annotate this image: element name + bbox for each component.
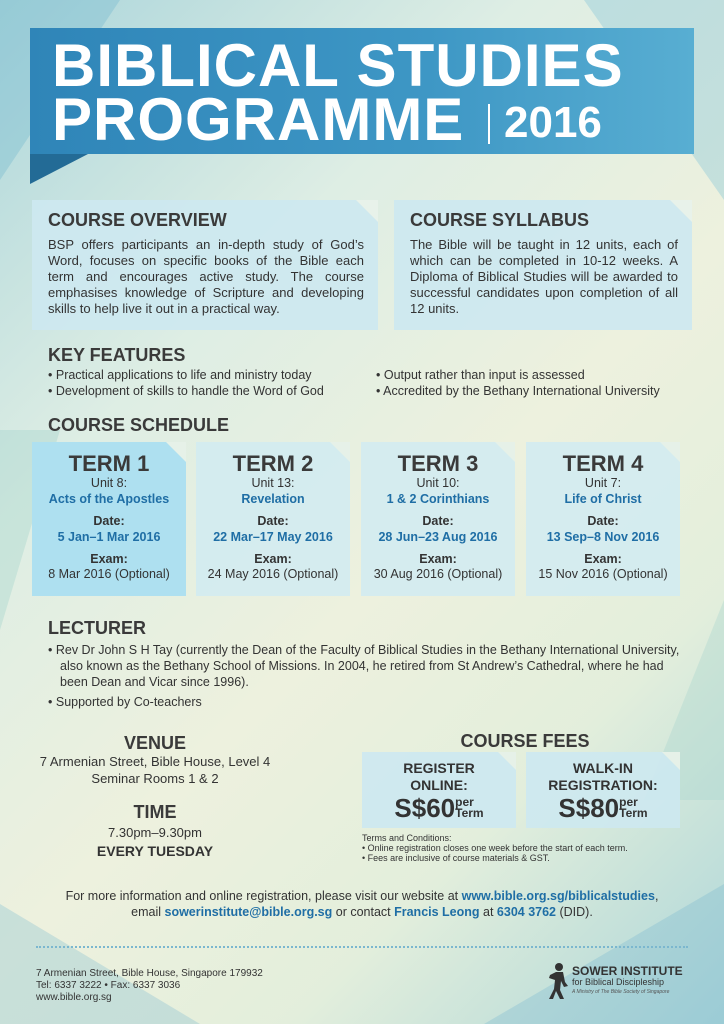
terms-item: • Fees are inclusive of course materials & GST.: [362, 853, 550, 863]
term-exam-label: Exam:: [419, 552, 457, 566]
contact-phone: 6304 3762: [496, 905, 557, 919]
course-overview-box: [32, 200, 378, 330]
fee-walkin-label-2: REGISTRATION:: [548, 777, 658, 793]
key-features-right-list: [376, 367, 660, 399]
term-card-1: [32, 442, 186, 596]
term-date-label: Date:: [587, 514, 619, 528]
logo-name: SOWER INSTITUTE: [572, 964, 683, 978]
website-link[interactable]: www.bible.org.sg/biblicalstudies: [461, 889, 655, 903]
email-link[interactable]: sowerinstitute@bible.org.sg: [164, 905, 333, 919]
term-exam: 24 May 2016 (Optional): [207, 567, 339, 581]
sower-institute-logo: [546, 962, 696, 1002]
term-exam: 30 Aug 2016 (Optional): [373, 567, 503, 581]
corner-fold: [330, 442, 350, 462]
term-unit: Unit 7:: [584, 476, 622, 490]
corner-fold: [670, 200, 692, 222]
fee-online-box: [362, 752, 516, 828]
title-divider: [488, 104, 490, 144]
course-fees-title: COURSE FEES: [460, 731, 590, 751]
contact-name: Francis Leong: [394, 905, 480, 919]
course-overview-body: BSP offers participants an in-depth study of God’s Word, focuses on specific books of the Bible each term and encourages active study. The course emphasises knowledge of Scripture and developing skills to help live it out in a practical way.: [48, 237, 364, 316]
course-syllabus-body: The Bible will be taught in 12 units, each of which can be completed in 10-12 weeks. A Diploma of Biblical Studies will be awarded to successful candidates upon completion of all 12 units.: [410, 237, 678, 316]
list-item: • Development of skills to handle the Word of God: [48, 383, 324, 399]
corner-fold: [662, 752, 680, 770]
term-title: TERM 3: [397, 451, 479, 476]
course-syllabus-title: COURSE SYLLABUS: [410, 210, 590, 230]
term-unit: Unit 10:: [416, 476, 460, 490]
contact-info: [20, 888, 704, 920]
logo-subtitle: for Biblical Discipleship: [572, 977, 665, 987]
term-title: TERM 2: [232, 451, 314, 476]
term-exam-label: Exam:: [584, 552, 622, 566]
term-date: 28 Jun–23 Aug 2016: [378, 530, 498, 544]
info-line-1: For more information and online registration, please visit our website at www.bible.org.sg/biblicalstudies,: [65, 889, 659, 903]
lecturer-list: [48, 642, 688, 714]
term-date: 22 Mar–17 May 2016: [213, 530, 333, 544]
corner-fold: [356, 200, 378, 222]
time-day: EVERY TUESDAY: [96, 843, 214, 859]
footer: [36, 968, 263, 1004]
term-title: TERM 1: [68, 451, 150, 476]
term-card-2: [196, 442, 350, 596]
time-title: TIME: [133, 802, 177, 822]
logo-tagline: A Ministry of The Bible Society of Singapore: [572, 989, 670, 995]
venue-address: 7 Armenian Street, Bible House, Level 4: [39, 754, 271, 769]
course-syllabus-box: [394, 200, 692, 330]
term-book: Revelation: [241, 492, 305, 506]
corner-fold: [660, 442, 680, 462]
term-date: 5 Jan–1 Mar 2016: [57, 530, 161, 544]
title-line-2: PROGRAMME: [52, 86, 465, 153]
corner-fold: [495, 442, 515, 462]
term-date: 13 Sep–8 Nov 2016: [546, 530, 660, 544]
term-unit: Unit 8:: [90, 476, 128, 490]
term-exam-label: Exam:: [90, 552, 128, 566]
corner-fold: [166, 442, 186, 462]
fee-walkin-price: S$80: [558, 793, 620, 823]
venue-rooms: Seminar Rooms 1 & 2: [91, 771, 219, 786]
term-title: TERM 4: [562, 451, 644, 476]
term-date-label: Date:: [422, 514, 454, 528]
time-hours: 7.30pm–9.30pm: [108, 825, 202, 840]
list-item: • Output rather than input is assessed: [376, 367, 660, 383]
term-label: Term: [455, 806, 484, 820]
per-label: per: [619, 795, 638, 809]
term-label: Term: [619, 806, 648, 820]
course-overview-title: COURSE OVERVIEW: [48, 210, 227, 230]
term-date-label: Date:: [257, 514, 289, 528]
per-term-label: [455, 797, 483, 819]
term-date-label: Date:: [93, 514, 125, 528]
sower-figure-icon: [546, 962, 570, 1000]
key-features-left-list: [48, 367, 324, 399]
per-label: per: [455, 795, 474, 809]
title-year: 2016: [504, 98, 602, 147]
per-term-label: [619, 797, 647, 819]
term-exam-label: Exam:: [254, 552, 292, 566]
footer-web[interactable]: www.bible.org.sg: [36, 992, 112, 1003]
fee-online-label-1: REGISTER: [403, 760, 475, 776]
divider: [36, 946, 688, 948]
term-card-4: [526, 442, 680, 596]
list-item: • Accredited by the Bethany International University: [376, 383, 660, 399]
term-book: 1 & 2 Corinthians: [386, 492, 490, 506]
term-exam: 8 Mar 2016 (Optional): [48, 567, 170, 581]
fee-walkin-price-row: [526, 794, 680, 822]
list-item: • Rev Dr John S H Tay (currently the Dean of the Faculty of Biblical Studies in the Bethany International University, also known as the Bethany School of Missions. In 2004, he retired from St Andrew’s Cathedral, where he had been Dean and Vicar since 1996).: [48, 642, 688, 690]
venue-title: VENUE: [123, 733, 186, 753]
key-features-title: KEY FEATURES: [48, 345, 186, 365]
fee-online-price: S$60: [394, 793, 456, 823]
list-item: • Supported by Co-teachers: [48, 694, 688, 710]
course-schedule-title: COURSE SCHEDULE: [48, 415, 230, 435]
footer-address: 7 Armenian Street, Bible House, Singapore 179932: [36, 968, 263, 979]
terms-title: Terms and Conditions:: [362, 833, 452, 843]
lecturer-title: LECTURER: [48, 618, 146, 638]
fee-online-label-2: ONLINE:: [410, 777, 468, 793]
title-line-1: BIBLICAL STUDIES: [52, 32, 624, 99]
term-book: Acts of the Apostles: [48, 492, 170, 506]
term-exam: 15 Nov 2016 (Optional): [538, 567, 668, 581]
info-line-2: email sowerinstitute@bible.org.sg or contact Francis Leong at 6304 3762 (DID).: [131, 905, 593, 919]
fee-walkin-label-1: WALK-IN: [573, 760, 633, 776]
term-unit: Unit 13:: [251, 476, 295, 490]
fee-walkin-box: [526, 752, 680, 828]
term-card-3: [361, 442, 515, 596]
footer-contact: Tel: 6337 3222 • Fax: 6337 3036: [36, 980, 181, 991]
terms-and-conditions: [362, 833, 628, 863]
corner-fold: [498, 752, 516, 770]
terms-item: • Online registration closes one week before the start of each term.: [362, 843, 628, 853]
list-item: • Practical applications to life and ministry today: [48, 367, 324, 383]
term-book: Life of Christ: [564, 492, 642, 506]
fee-online-price-row: [362, 794, 516, 822]
